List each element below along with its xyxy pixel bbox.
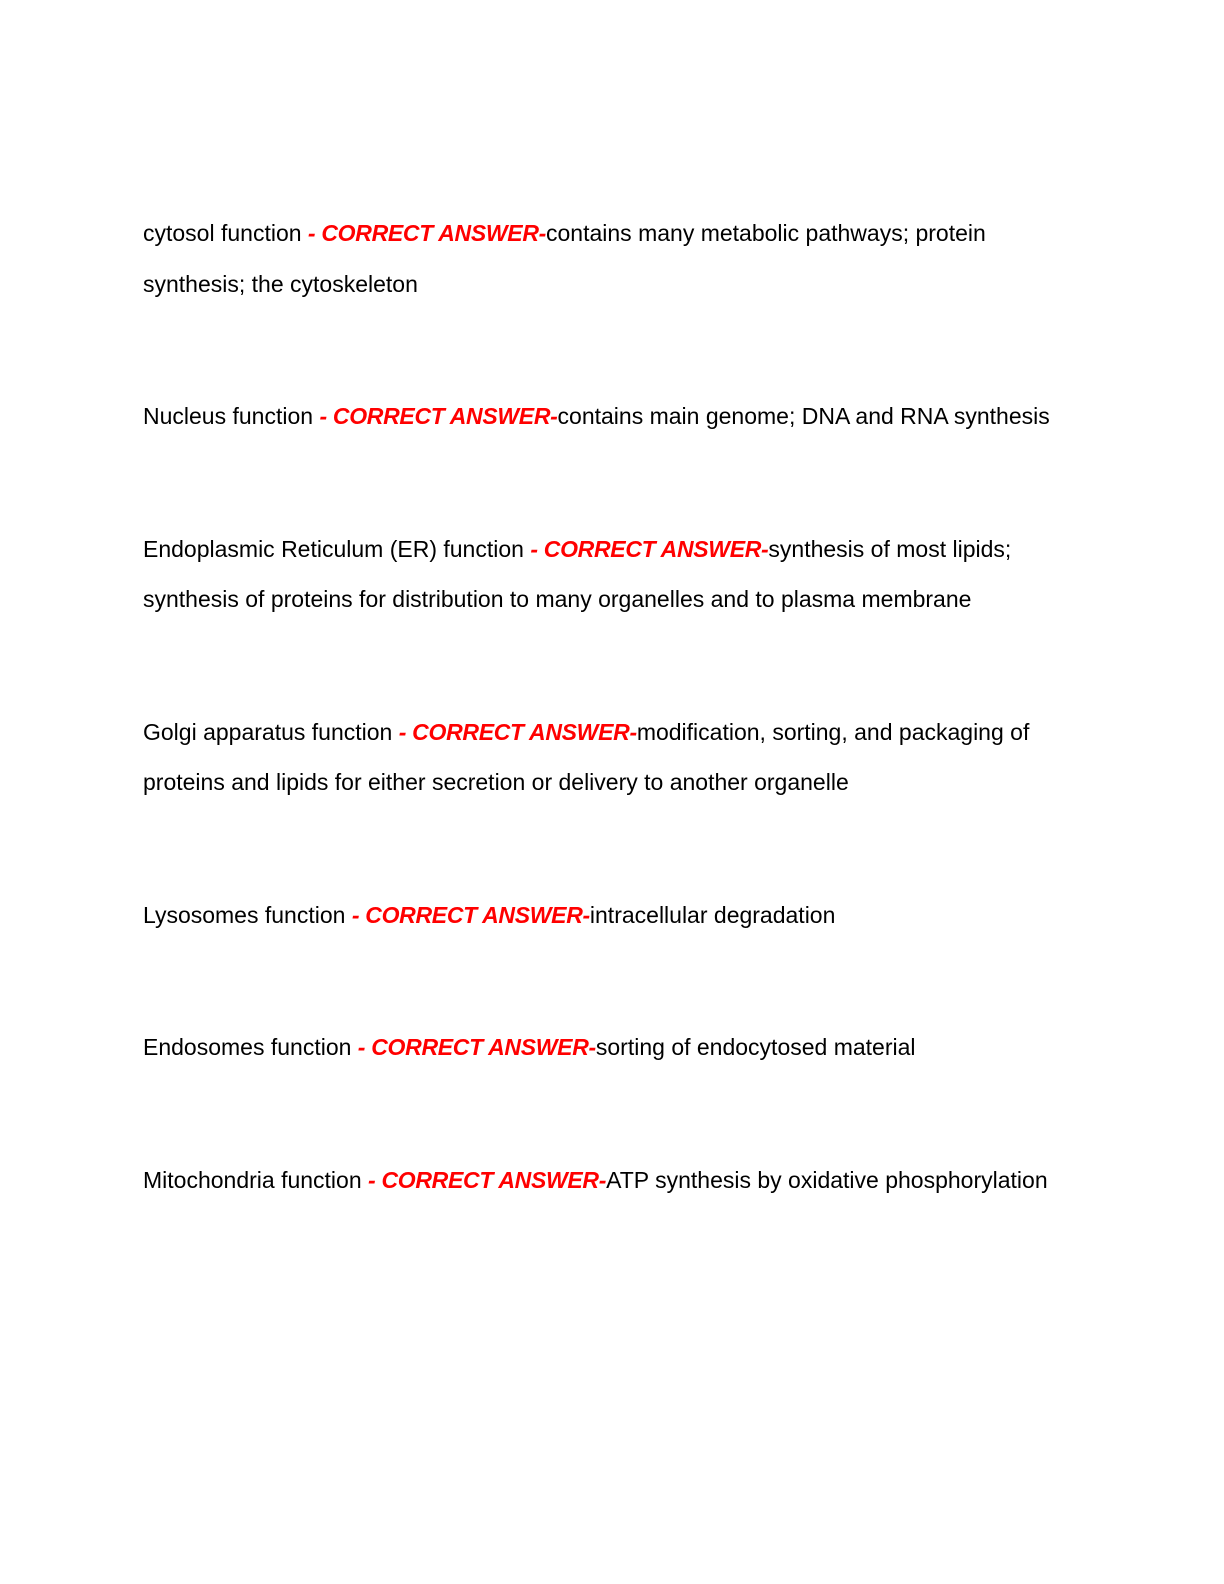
- entry-answer: intracellular degradation: [589, 901, 836, 928]
- entry-answer: contains many metabolic pathways; protein synthesis; the cytoskeleton: [143, 220, 986, 297]
- entry-term: Endosomes function: [143, 1034, 358, 1060]
- correct-answer-marker: - CORRECT ANSWER-: [351, 901, 590, 928]
- correct-answer-marker: - CORRECT ANSWER-: [398, 718, 637, 745]
- entry-answer: modification, sorting, and packaging of proteins and lipids for either secretion or delivery to another organelle: [143, 718, 1030, 795]
- entry-term: Nucleus function: [143, 403, 320, 429]
- entry-nucleus: [143, 391, 1053, 442]
- flashcard-list: [143, 208, 1053, 1205]
- entry-answer: sorting of endocytosed material: [595, 1034, 916, 1060]
- entry-golgi-apparatus: [143, 707, 1053, 808]
- correct-answer-marker: - CORRECT ANSWER-: [319, 403, 558, 429]
- entry-answer: contains main genome; DNA and RNA synthesis: [557, 403, 1050, 429]
- entry-answer: synthesis of most lipids; synthesis of proteins for distribution to many organelles and to plasma membrane: [143, 535, 1012, 612]
- correct-answer-marker: - CORRECT ANSWER-: [357, 1034, 596, 1060]
- entry-term: Mitochondria function: [143, 1166, 369, 1193]
- entry-answer: ATP synthesis by oxidative phosphorylation: [606, 1166, 1048, 1193]
- entry-term: cytosol function: [143, 220, 308, 246]
- entry-lysosomes: [143, 890, 1053, 941]
- correct-answer-marker: - CORRECT ANSWER-: [307, 220, 547, 246]
- entry-endosomes: [143, 1022, 1053, 1073]
- correct-answer-marker: - CORRECT ANSWER-: [530, 535, 769, 562]
- entry-term: Endoplasmic Reticulum (ER) function: [143, 535, 531, 562]
- entry-term: Golgi apparatus function: [143, 718, 399, 745]
- entry-term: Lysosomes function: [143, 901, 352, 928]
- entry-mitochondria: [143, 1155, 1053, 1206]
- entry-endoplasmic-reticulum: [143, 524, 1053, 625]
- entry-cytosol: [143, 208, 1053, 309]
- correct-answer-marker: - CORRECT ANSWER-: [368, 1166, 607, 1193]
